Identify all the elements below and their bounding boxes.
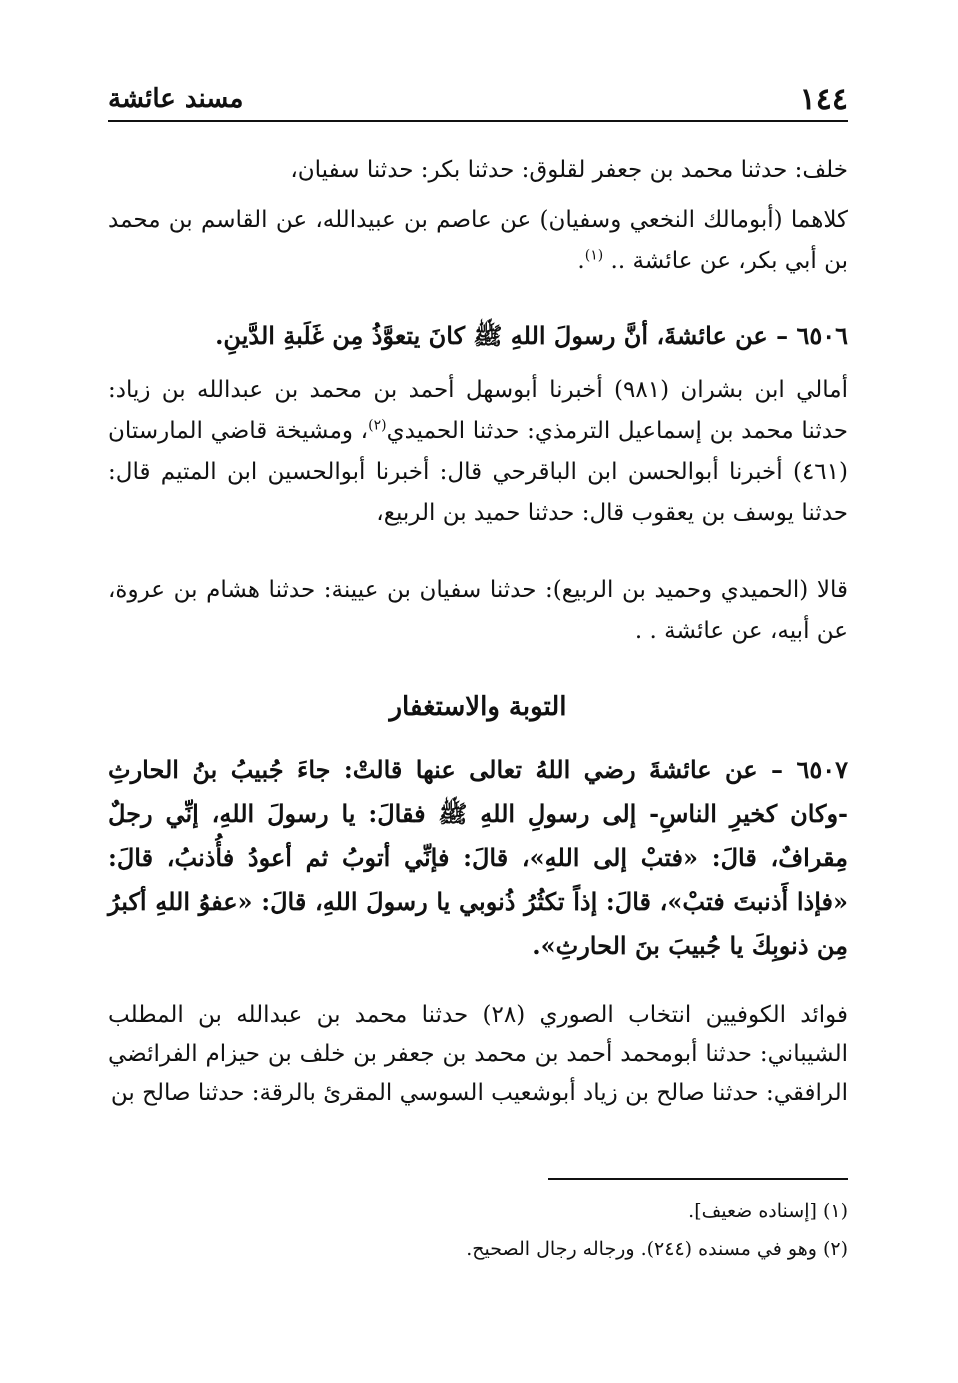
paragraph-5: فوائد الكوفيين انتخاب الصوري (٢٨) حدثنا محمد بن عبدالله بن المطلب الشيباني: حدثنا أبومحمد أحمد بن محمد بن جعفر بن خلف بن حيزام الفرائضي الرافقي: حدثنا صالح بن زياد أبوشعيب السوسي المقرئ بالرقة: حدثنا صالح بن [108, 1002, 848, 1106]
hadith-6506: ٦٥٠٦ – عن عائشةَ، أنَّ رسولَ اللهِ ﷺ كانَ يتعوَّذُ مِن غَلَبةِ الدَّينِ. [215, 321, 848, 350]
footnote-divider [548, 1178, 848, 1180]
footnote-ref-2: (٢) [368, 417, 387, 434]
footnote-1: (١) [إسناده ضعيف]. [688, 1200, 848, 1222]
book-page [108, 78, 849, 1260]
paragraph-3 [108, 370, 848, 534]
paragraph-4: قالا (الحميدي وحميد بن الربيع): حدثنا سفيان بن عيينة: حدثنا هشام بن عروة، عن أبيه، عن عائشة . . [108, 577, 848, 644]
paragraph-2-text: كلاهما (أبومالك النخعي وسفيان) عن عاصم بن عبيدالله، عن القاسم بن محمد بن أبي بكر، عن عائشة .. [108, 207, 848, 274]
hadith-6507: ٦٥٠٧ – عن عائشةَ رضي اللهُ تعالى عنها قالتْ: جاءَ جُبيبُ بنُ الحارثِ -وكان كخيرِ الناسِ- إلى رسولِ اللهِ ﷺ فقالَ: يا رسولَ اللهِ، إنِّي رجلٌ مِقرافٌ، قالَ: «فتبْ إلى اللهِ»، قالَ: فإنِّي أتوبُ ثم أعودُ فأُذنبُ، قالَ: «فإذا أَذنبتَ فتبْ»، قالَ: إذاً تكثُرُ ذُنوبي يا رسولَ اللهِ، قالَ: «عفوُ اللهِ أكبرُ مِن ذنوبِكَ يا جُبيبَ بنَ الحارثِ». [108, 755, 849, 960]
paragraph-2: كلاهما (أبومالك النخعي وسفيان) عن عاصم بن عبيدالله، عن القاسم بن محمد بن أبي بكر، عن عائشة .. $^{(١)}$. [108, 207, 848, 274]
paragraph-3-text-a: أمالي ابن بشران (٩٨١) أخبرنا أبوسهل أحمد بن محمد بن عبدالله بن زياد: حدثنا محمد بن إسماعيل الترمذي: حدثنا الحميدي [108, 377, 849, 444]
footnote-ref-1: (١) [584, 247, 604, 264]
page-number: ١٤٤ [799, 82, 848, 117]
paragraph-1: خلف: حدثنا محمد بن جعفر لقلوق: حدثنا بكر: حدثنا سفيان، [290, 157, 848, 183]
footnotes [108, 1192, 848, 1268]
page-header [108, 78, 848, 122]
footnote-2: (٢) وهو في مسنده (٢٤٤). ورجاله رجال الصحيح. [466, 1238, 848, 1260]
section-title: التوبة والاستغفار [389, 692, 567, 722]
running-title: مسند عائشة [108, 84, 244, 114]
paragraph-3-text-b: ، ومشيخة قاضي المارستان (٤٦١) أخبرنا أبوالحسن ابن الباقرحي قال: أخبرنا أبوالحسين ابن المتيم قال: حدثنا يوسف بن يعقوب قال: حدثنا حميد بن الربيع، [108, 418, 848, 526]
